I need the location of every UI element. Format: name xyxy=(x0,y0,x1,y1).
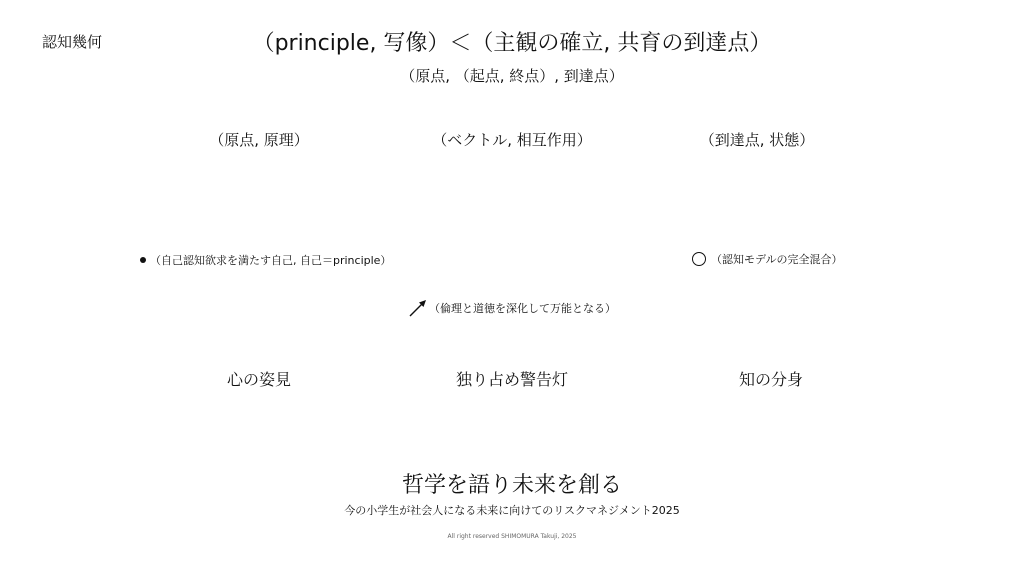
main-formula: （principle, 写像）＜（主観の確立, 共育の到達点） xyxy=(252,31,772,56)
empty-circle-icon xyxy=(692,252,706,266)
label-knowledge-clone: 知の分身 xyxy=(738,370,804,389)
column-heading-arrival: （到達点, 状態） xyxy=(699,131,815,149)
arrival-description-text: （認知モデルの完全混合） xyxy=(711,253,843,266)
subtitle: 今の小学生が社会人になる未来に向けてのリスクマネジメント2025 xyxy=(344,504,680,517)
arrow-up-right-icon xyxy=(408,298,428,318)
filled-dot-icon xyxy=(140,257,146,263)
copyright: All right reserved SHIMOMURA Takuji, 2025 xyxy=(447,533,577,540)
sub-formula: （原点, （起点, 終点）, 到達点） xyxy=(400,67,624,85)
arrival-description xyxy=(692,251,842,267)
corner-label: 認知幾何 xyxy=(42,33,103,51)
label-heart-mirror: 心の姿見 xyxy=(226,370,292,389)
origin-description-text: （自己認知欲求を満たす自己, 自己＝principle） xyxy=(150,254,392,267)
label-monopoly-warning-light: 独り占め警告灯 xyxy=(455,370,569,389)
column-heading-origin: （原点, 原理） xyxy=(209,131,309,149)
origin-description xyxy=(140,252,391,268)
vector-description xyxy=(408,298,616,318)
vector-description-text: （倫理と道徳を深化して万能となる） xyxy=(429,302,616,315)
column-heading-vector: （ベクトル, 相互作用） xyxy=(432,131,592,149)
slogan: 哲学を語り未来を創る xyxy=(401,473,623,498)
